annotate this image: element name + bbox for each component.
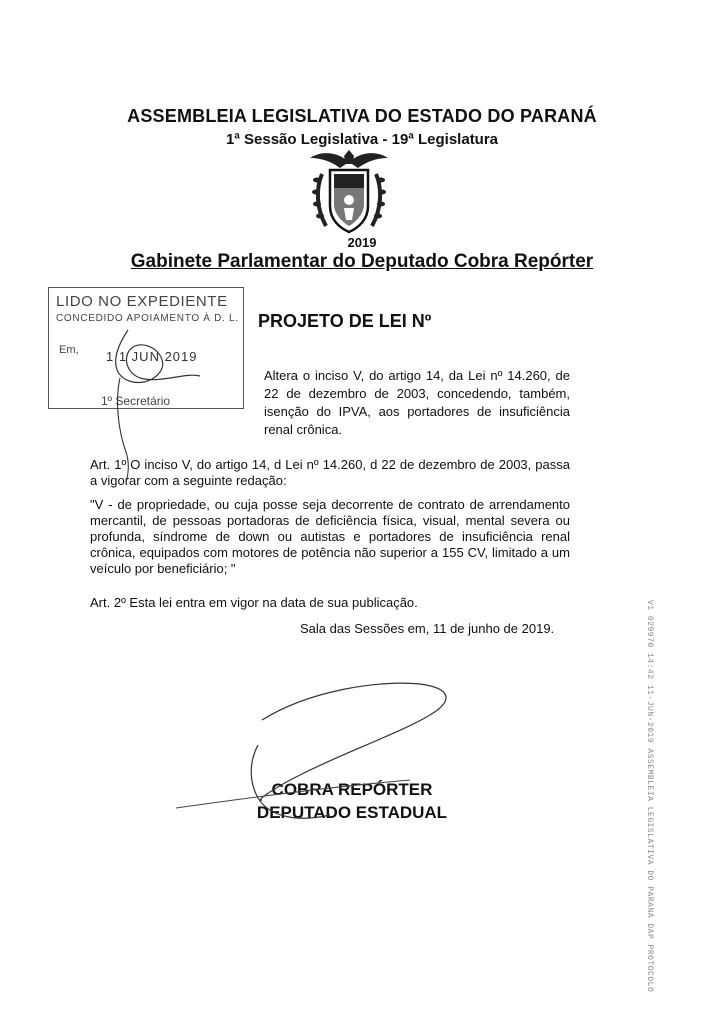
stamp-subtitle: CONCEDIDO APOIAMENTO À D. L.	[56, 313, 239, 324]
session-subheading: 1ª Sessão Legislativa - 19ª Legislatura	[225, 131, 499, 148]
stamp-signer: 1º Secretário	[101, 394, 171, 408]
article-2: Art. 2º Esta lei entra em vigor na data de sua publicação.	[90, 595, 418, 610]
year-label: 2019	[347, 235, 377, 250]
secretary-signature	[116, 330, 200, 383]
place-and-date: Sala das Sessões em, 11 de junho de 2019.	[300, 621, 555, 636]
deputy-signature-stroke	[176, 780, 410, 808]
bill-title: PROJETO DE LEI Nº	[258, 311, 432, 331]
stamp-title: LIDO NO EXPEDIENTE	[56, 293, 228, 310]
deputy-signature	[251, 683, 446, 818]
secretary-signature-tail	[118, 378, 129, 482]
signer-role: DEPUTADO ESTADUAL	[256, 803, 448, 822]
bill-summary: Altera o inciso V, do artigo 14, da Lei nº 14.260, de 22 de dezembro de 2003, concedendo, também, isenção do IPVA, aos portadores de insuficiência renal crônica.	[264, 368, 570, 437]
article-1-text: "V - de propriedade, ou cuja posse seja decorrente de contrato de arrendamento mercantil, de pessoas portadoras de deficiência física, visual, mental severa ou profunda, síndrome de down ou autistas e portadores de insuficiência renal crônica, equipados com motores de potência não superior a 155 CV, limitado a um veículo por beneficiário; "	[90, 497, 570, 576]
article-1: Art. 1º O inciso V, do artigo 14, d Lei nº 14.260, d 22 de dezembro de 2003, passa a vigorar com a seguinte redação:	[90, 457, 570, 488]
office-heading: Gabinete Parlamentar do Deputado Cobra Repórter	[130, 251, 594, 272]
signer-name: COBRA REPÓRTER	[271, 780, 433, 799]
stamp-date-label: Em,	[59, 344, 79, 356]
stamp-date: 1 1 JUN 2019	[106, 349, 198, 364]
institution-heading: ASSEMBLEIA LEGISLATIVA DO ESTADO DO PARANÁ	[127, 106, 597, 126]
protocol-margin-stamp: V1 029970 14:42 11-JUN-2019 ASSEMBLEIA LEGISLATIVA DO PARANÁ DAP PROTOCOLO	[645, 600, 654, 993]
